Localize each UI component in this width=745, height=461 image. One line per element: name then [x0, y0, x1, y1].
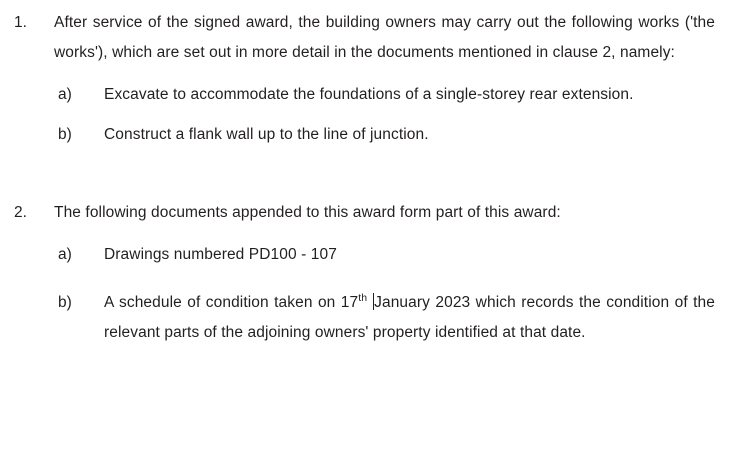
- clause-1-subitem-a-text: Excavate to accommodate the foundations of a single-storey rear extension.: [104, 86, 634, 103]
- clause-2-subitem-b-text-part2: January 2023 which records the condition of the relevant parts of the adjoining owners' property identified at that date.: [104, 294, 715, 341]
- clause-2-number: 2.: [14, 204, 27, 221]
- clause-1-subitem-b-letter: b): [58, 126, 72, 143]
- clause-1: [8, 8, 715, 150]
- clause-1-sublist: [54, 80, 715, 150]
- clause-2-body: [54, 198, 715, 348]
- clause-2-subitem-b-letter: b): [58, 294, 72, 311]
- clause-1-number: 1.: [14, 14, 27, 31]
- ordinal-suffix: th: [358, 291, 368, 304]
- clause-1-subitem-a: [54, 80, 715, 110]
- clause-1-text: After service of the signed award, the building owners may carry out the following works ('the works'), which are set out in more detail in the documents mentioned in clause 2, namely:: [54, 14, 715, 61]
- clause-2-subitem-a-letter: a): [58, 246, 72, 263]
- clause-1-body: [54, 8, 715, 150]
- clause-1-subitem-a-letter: a): [58, 86, 72, 103]
- clause-2-subitem-a-text: Drawings numbered PD100 - 107: [104, 246, 337, 263]
- clause-1-subitem-b-text: Construct a flank wall up to the line of junction.: [104, 126, 429, 143]
- clause-1-subitem-b: [54, 120, 715, 150]
- clause-2: [8, 198, 715, 348]
- clause-2-subitem-b-text-part1: A schedule of condition taken on 17: [104, 294, 359, 311]
- clause-2-subitem-b: [54, 288, 715, 348]
- clause-2-subitem-a: [54, 240, 715, 270]
- clause-2-text: The following documents appended to this award form part of this award:: [54, 204, 561, 221]
- spacer: [54, 270, 715, 278]
- clause-2-subitem-b-text: [104, 288, 715, 348]
- clause-2-sublist: [54, 240, 715, 348]
